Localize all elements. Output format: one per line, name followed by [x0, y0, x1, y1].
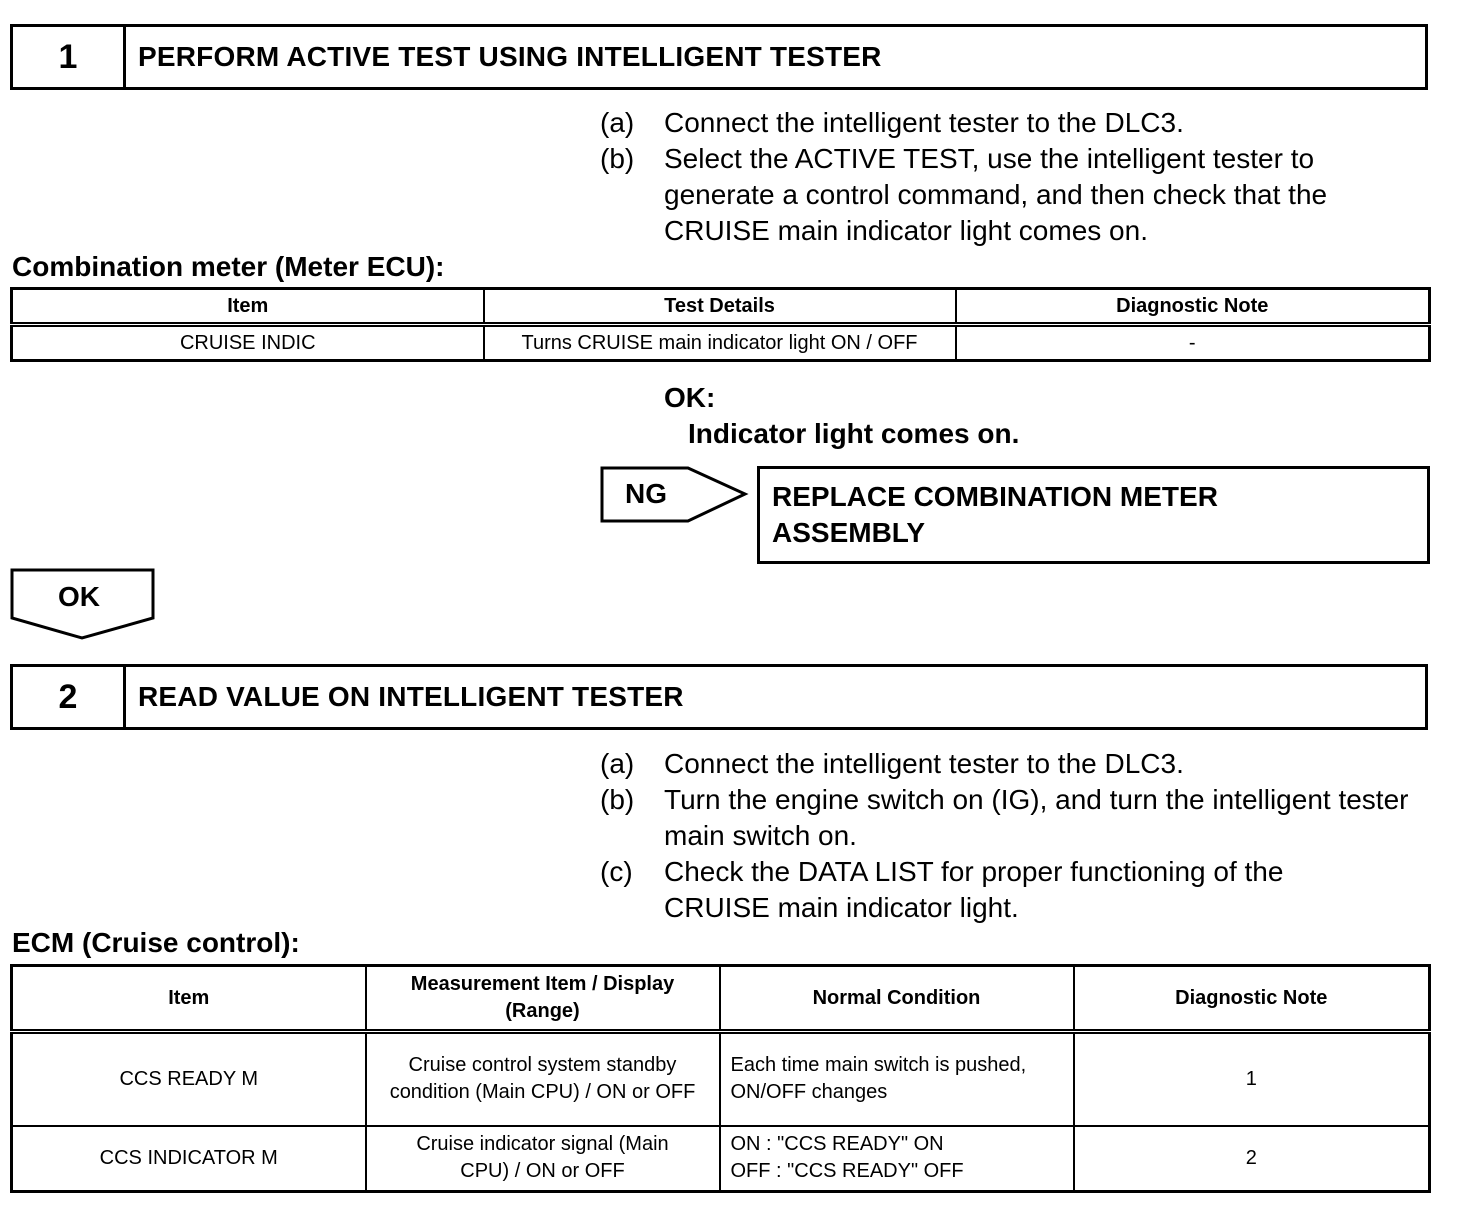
- instruction-text: Connect the intelligent tester to the DLC3.: [664, 748, 1184, 779]
- ok-result-label: OK:: [664, 382, 716, 413]
- ok-result-text: Indicator light comes on.: [688, 418, 1020, 449]
- instruction-text: Turn the engine switch on (IG), and turn the intelligent tester main switch on.: [664, 784, 1409, 851]
- ng-action-box: [757, 466, 1430, 564]
- instruction-item: [600, 141, 1430, 249]
- column-header: Item: [12, 966, 366, 1032]
- instruction-item: [600, 746, 1430, 782]
- condition-line: ON : "CCS READY" ON: [730, 1133, 944, 1156]
- instruction-text: Connect the intelligent tester to the DLC3.: [664, 107, 1184, 138]
- table-row: [12, 1126, 1430, 1192]
- column-header: Test Details: [484, 289, 956, 325]
- condition-line: OFF : "CCS READY" OFF: [730, 1160, 964, 1183]
- step-number: 1: [13, 27, 126, 87]
- table-cell: Cruise control system standby condition (Main CPU) / ON or OFF: [366, 1032, 720, 1126]
- column-header: Diagnostic Note: [956, 289, 1430, 325]
- table-cell: 1: [1074, 1032, 1430, 1126]
- instruction-item: [600, 854, 1430, 926]
- table-row: [12, 1032, 1430, 1126]
- table-cell: -: [956, 325, 1430, 361]
- instruction-text: Select the ACTIVE TEST, use the intelligent tester to generate a control command, and then check that the CRUISE main indicator light comes on.: [664, 143, 1328, 246]
- table-cell: Turns CRUISE main indicator light ON / OFF: [484, 325, 956, 361]
- table-cell: [720, 1126, 1074, 1192]
- step-2-instructions: [600, 746, 1430, 926]
- step-1-instructions: [600, 105, 1430, 249]
- step-number: 2: [13, 667, 126, 727]
- step-1-header: [10, 24, 1428, 90]
- column-header: Normal Condition: [720, 966, 1074, 1032]
- column-header: Item: [12, 289, 484, 325]
- table-cell: CRUISE INDIC: [12, 325, 484, 361]
- table-cell: Each time main switch is pushed, ON/OFF changes: [720, 1032, 1074, 1126]
- ng-action-text: REPLACE COMBINATION METER ASSEMBLY: [772, 481, 1218, 548]
- table-cell: CCS READY M: [12, 1032, 366, 1126]
- ok-arrow-label: OK: [58, 581, 100, 612]
- instruction-letter: (c): [600, 856, 633, 887]
- column-header: Measurement Item / Display (Range): [366, 966, 720, 1032]
- instruction-letter: (a): [600, 107, 635, 138]
- instruction-text: Check the DATA LIST for proper functioning of the CRUISE main indicator light.: [664, 856, 1284, 923]
- instruction-letter: (b): [600, 143, 635, 174]
- active-test-table: [10, 287, 1431, 362]
- table-label: ECM (Cruise control):: [12, 927, 300, 958]
- table-cell: Cruise indicator signal (Main CPU) / ON or OFF: [366, 1126, 720, 1192]
- instruction-item: [600, 105, 1430, 141]
- table-row: [12, 325, 1430, 361]
- step-title: READ VALUE ON INTELLIGENT TESTER: [138, 681, 684, 712]
- step-2-header: [10, 664, 1428, 730]
- data-list-table: [10, 964, 1431, 1193]
- instruction-letter: (a): [600, 748, 635, 779]
- column-header: Diagnostic Note: [1074, 966, 1430, 1032]
- table-cell: 2: [1074, 1126, 1430, 1192]
- step-title: PERFORM ACTIVE TEST USING INTELLIGENT TESTER: [138, 41, 882, 72]
- ng-label: NG: [625, 478, 667, 509]
- instruction-item: [600, 782, 1430, 854]
- table-label: Combination meter (Meter ECU):: [12, 251, 445, 282]
- instruction-letter: (b): [600, 784, 635, 815]
- ng-arrow-icon: [600, 466, 750, 524]
- table-cell: CCS INDICATOR M: [12, 1126, 366, 1192]
